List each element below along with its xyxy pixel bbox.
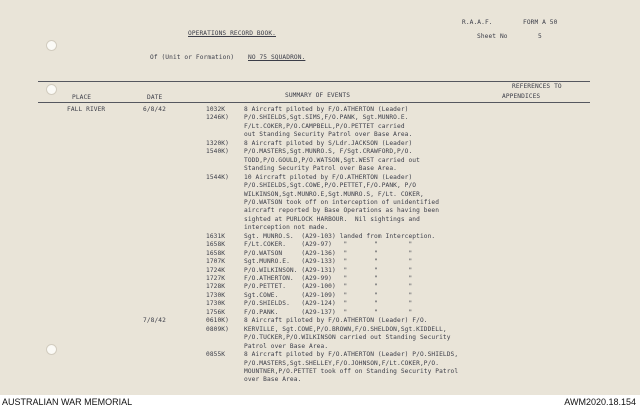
unit-name: NO 75 SQUADRON. [248,54,306,61]
row-text: Sgt.COWE. (A29-109) " " " [244,291,413,299]
row-text: P/O.WATSON took off on interception of unidentified [244,198,440,206]
row-text: Sgt. MUNRO.S. (A29-103) landed from Interception. [244,232,436,240]
row-time: 1631K [206,232,226,240]
row-text: P/O.SHIELDS. (A29-124) " " " [244,300,413,308]
row-time: 0855K [206,351,226,359]
row-text: F/O.PANK. (A29-137) " " " [244,308,413,316]
row-time: 0809K) [206,325,229,333]
row-text: 8 Aircraft piloted by F/O.ATHERTON (Leader) P/O.SHIELDS, [244,351,459,359]
form-label: FORM A 50 [523,19,558,26]
row-text: Standing Security Patrol over Base Area. [244,165,398,173]
row-text: Sgt.MUNRO.E. (A29-133) " " " [244,258,413,266]
row-text: KERVILLE, Sgt.COWE,P/O.BROWN,F/O.SHELDON,Sgt.KIDDELL, [244,325,447,333]
row-text: P/O.SHIELDS,Sgt.SIMS,F/O.PANK, Sgt.MUNRO.E. [244,114,409,122]
row-time: 1730K [206,291,226,299]
row-text: interception not made. [244,224,329,232]
row-place: FALL RIVER [67,106,106,113]
row-time: 0610K) [206,317,229,325]
row-text: F/Lt.COKER. (A29-97) " " " [244,241,413,249]
row-text: P/O.MASTERS,Sgt.MUNRO.S, F/Sgt.CRAWFORD,P/O. [244,148,413,156]
row-text: P/O.WILKINSON. (A29-131) " " " [244,266,413,274]
row-text: Patrol over Base Area. [244,342,329,350]
row-text: TODD,P/O.GOULD,P/O.WATSON,Sgt.WEST carried out [244,156,420,164]
row-text: WILKINSON,Sgt.MUNRO.E,Sgt.MUNRO.S, F/Lt. COKER, [244,190,424,198]
table-header-rule [38,102,590,103]
document-title: OPERATIONS RECORD BOOK. [188,30,276,37]
column-header-date: DATE [147,94,163,101]
row-time: 1658K [206,241,226,249]
raaf-label: R.A.A.F. [462,19,493,26]
row-time: 1730K [206,300,226,308]
row-time: 1540K) [206,148,229,156]
footer-credit: AUSTRALIAN WAR MEMORIAL [2,397,133,407]
row-time: 1658K [206,249,226,257]
punch-hole [46,40,57,51]
row-time: 1728K [206,283,226,291]
row-text: over Base Area. [244,376,302,384]
row-text: F/Lt.COKER,P/O.CAMPBELL,P/O.PETTET carried [244,122,405,130]
row-time: 1246K) [206,114,229,122]
row-text: 10 Aircraft piloted by F/O.ATHERTON (Leader) [244,173,413,181]
punch-hole [46,344,57,355]
row-text: P/O.SHIELDS,Sgt.COWE,P/O.PETTET,F/O.PANK, P/O [244,182,417,190]
row-text: aircraft reported by Base Operations as having been [244,207,440,215]
row-time: 1320K) [206,139,229,147]
row-text: P/O.WATSON (A29-136) " " " [244,249,413,257]
row-time: 1544K) [206,173,229,181]
row-text: 8 Aircraft piloted by F/O.ATHERTON (Leader) [244,106,409,113]
row-time: 1724K [206,266,226,274]
row-time: 1032K [206,106,226,113]
row-text: out Standing Security Patrol over Base Area. [244,131,413,139]
row-text: 8 Aircraft piloted by S/Ldr.JACKSON (Leader) [244,139,413,147]
footer-id: AWM2020.18.154 [564,397,636,407]
column-header-refs: REFERENCES TO [512,83,562,90]
row-date: 6/8/42 [143,106,166,113]
unit-label: Of (Unit or Formation) [150,54,235,61]
column-header-refs: APPENDICES [502,93,541,100]
row-text: P/O.MASTERS,Sgt.SHELLEY,F/O.JOHNSON,F/Lt.COKER,P/O. [244,359,440,367]
row-time: 1727K [206,275,226,282]
sheet-number: 5 [538,33,542,40]
row-text: P/O.PETTET. (A29-100) " " " [244,283,413,291]
row-time: 1756K [206,308,226,316]
table-top-rule [38,81,590,82]
column-header-place: PLACE [72,94,92,101]
row-text: 8 Aircraft piloted by F/O.ATHERTON (Leader) F/O. [244,317,428,325]
row-time: 1707K [206,258,226,266]
row-text: P/O.TUCKER,P/O.WILKINSON carried out Standing Security [244,334,451,342]
row-date: 7/8/42 [143,317,166,325]
row-text: sighted at PURLOCK HARBOUR. Nil sightings and [244,215,420,223]
row-text: F/O.ATHERTON. (A29-99) " " " [244,275,413,282]
punch-hole [46,84,57,95]
row-text: MOUNTNER,P/O.PETTET took off on Standing Security Patrol [244,367,459,375]
column-header-summary: SUMMARY OF EVENTS [285,92,351,99]
sheet-label: Sheet No [477,33,508,40]
